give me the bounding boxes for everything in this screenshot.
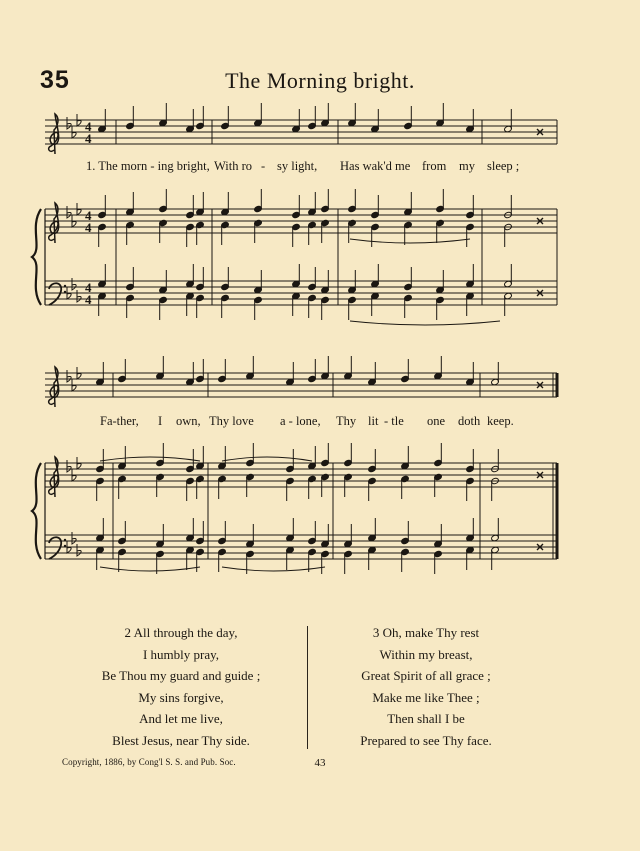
flat-sign [67,460,71,472]
lyric-syllable: my [459,159,475,173]
time-signature: 4 [85,131,92,146]
lyric-syllable: With ro [214,159,253,173]
lyric-syllable: lit [368,414,379,428]
lyrics-system-1 [86,159,519,173]
barlines [32,120,557,559]
lyrics-system-2 [100,414,514,428]
verse-line: I humbly pray, [142,646,220,662]
lyric-syllable: from [422,159,447,173]
verse-line: 3 Oh, make Thy rest [372,625,480,640]
bass-clef-dot [64,285,66,287]
lyric-syllable: I [158,414,163,428]
slur [100,567,200,571]
verse-line: My sins forgive, [138,689,224,705]
verse-2 [78,622,284,751]
lyric-syllable: 1. The morn - ing bright, [86,159,210,173]
page-number: 43 [314,757,326,769]
time-signature: 4 [85,208,92,223]
slur [222,457,312,461]
lyric-syllable: own, [176,414,201,428]
clefs [49,114,92,559]
copyright-notice: Copyright, 1886, by Cong'l S. S. and Pub. Soc. [62,757,236,767]
bass-clef [49,283,61,305]
verse-line: 2 All through the day, [124,625,238,640]
verse-line: Great Spirit of all grace ; [361,668,491,683]
slur [350,239,470,243]
lyric-syllable: Has wak'd me [340,159,411,173]
verse-line: Then shall I be [387,711,465,726]
hymn-number: 35 [40,66,70,94]
flat-sign [67,206,71,218]
time-signature: 4 [85,280,92,295]
slur [100,457,200,461]
flat-sign [77,544,81,556]
flat-sign [67,117,71,129]
verse-3 [322,622,530,751]
hymn-title: The Morning bright. [225,68,415,93]
lyric-syllable: - [261,159,266,173]
lyric-syllable: one [427,414,446,428]
lyric-syllable: Thy love [209,414,254,428]
lyric-syllable: Fa-ther, [100,414,139,428]
verse-divider [307,626,308,749]
flat-sign [77,290,81,302]
verse-line: Blest Jesus, near Thy side. [112,732,250,748]
bass-clef [49,537,61,559]
time-signature: 4 [85,292,92,307]
verse-line: Prepared to see Thy face. [360,732,492,748]
verse-line: Make me like Thee ; [372,689,480,705]
lyric-syllable: keep. [487,414,514,428]
slur [222,567,325,571]
bass-clef-dot [64,291,66,293]
system-brace [32,209,41,305]
lyric-syllable: sleep ; [487,159,520,173]
flat-sign [72,278,76,290]
notes [96,103,543,574]
lyric-syllable: doth [458,414,481,428]
verse-line: Be Thou my guard and guide ; [101,668,261,683]
system-brace [32,463,41,559]
lyric-syllable: sy light, [277,159,318,173]
flat-sign [72,532,76,544]
verse-line: Within my breast, [379,646,473,662]
bass-clef-dot [64,545,66,547]
verse-line: And let me live, [139,711,223,726]
lyric-syllable: a - lone, [280,414,321,428]
flat-sign [67,370,71,382]
slur [350,321,500,325]
bass-clef-dot [64,539,66,541]
lyric-syllable: Thy [336,414,357,428]
time-signature: 4 [85,119,92,134]
lyric-syllable: - tle [384,414,404,428]
time-signature: 4 [85,220,92,235]
